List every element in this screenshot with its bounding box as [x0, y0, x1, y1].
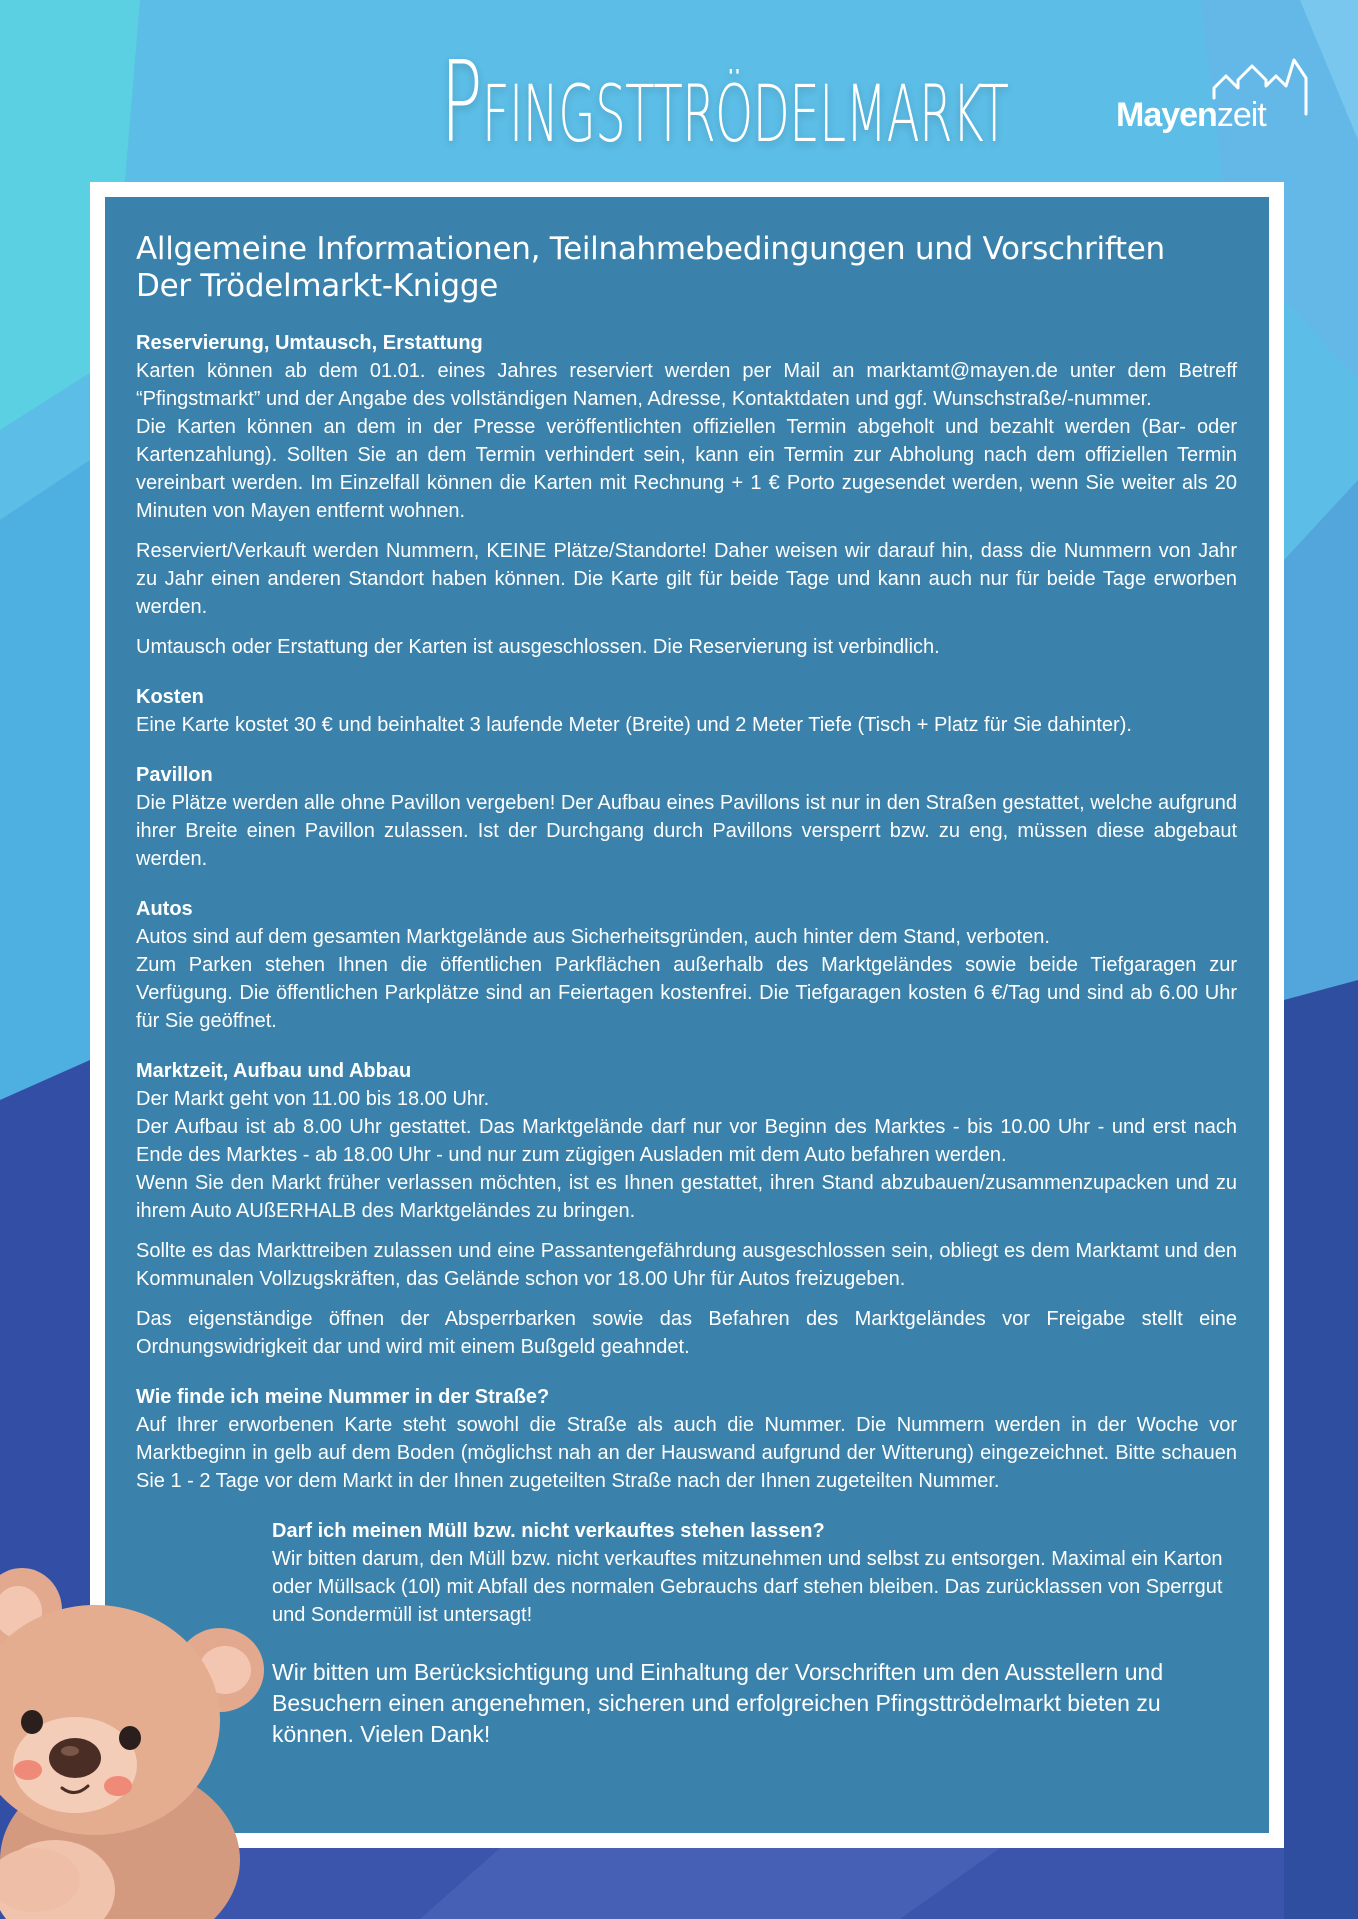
logo-wordmark	[1116, 96, 1266, 135]
section-paragraph: Karten können ab dem 01.01. eines Jahres reserviert werden per Mail an marktamt@mayen.de unter dem Betreff “Pfingstmarkt” und der Angabe des vollständigen Namen, Adresse, Kontaktdaten und ggf. Wunschstraße/-nummer. Die Karten können an dem in der Presse veröffentlichten offiziellen Termin abgeholt und bezahlt werden (Bar- oder Kartenzahlung). Sollten Sie an dem Termin verhindert sein, kann ein Termin zur Abholung nach dem offiziellen Termin vereinbart werden. Im Einzelfall können die Karten mit Rechnung + 1 € Porto zugesendet werden, wenn Sie weiter als 20 Minuten von Mayen entfernt wohnen.	[136, 360, 1237, 522]
section-heading: Marktzeit, Aufbau und Abbau	[136, 1060, 412, 1082]
section-paragraph: Das eigenständige öffnen der Absperrbarken sowie das Befahren des Marktgeländes vor Freigabe stellt eine Ordnungswidrigkeit dar und wird mit einem Bußgeld geahndet.	[136, 1308, 1237, 1358]
teddy-bear-icon	[0, 1560, 270, 1919]
logo-text-light: zeit	[1216, 96, 1266, 134]
logo-text-bold: Mayen	[1116, 96, 1217, 134]
section-waste	[272, 1517, 1237, 1629]
closing-note: Wir bitten um Berücksichtigung und Einhaltung der Vorschriften um den Ausstellern und Besuchern einen angenehmen, sicheren und erfolgreichen Pfingsttrödelmarkt bieten zu können. Vielen Dank!	[272, 1659, 1164, 1747]
section-heading: Reservierung, Umtausch, Erstattung	[136, 332, 483, 354]
section-paragraph: Auf Ihrer erworbenen Karte steht sowohl die Straße als auch die Nummer. Die Nummern werden in der Woche vor Marktbeginn in gelb auf dem Boden (möglichst nah an der Hauswand aufgrund der Witterung) eingezeichnet. Bitte schauen Sie 1 - 2 Tage vor dem Markt in der Ihnen zugeteilten Straße nach der Ihnen zugeteilten Nummer.	[136, 1414, 1237, 1492]
page-title: Pfingsttrödelmarkt	[440, 38, 1009, 168]
section-heading: Pavillon	[136, 764, 213, 786]
document-title	[136, 231, 1237, 305]
section-heading: Darf ich meinen Müll bzw. nicht verkauftes stehen lassen?	[272, 1520, 825, 1542]
section-paragraph: Reserviert/Verkauft werden Nummern, KEINE Plätze/Standorte! Daher weisen wir darauf hin, dass die Nummern von Jahr zu Jahr einen anderen Standort haben können. Die Karte gilt für beide Tage und kann auch nur für beide Tage erworben werden.	[136, 540, 1237, 618]
document-title-line2: Der Trödelmarkt-Knigge	[136, 268, 498, 304]
section-heading: Wie finde ich meine Nummer in der Straße?	[136, 1386, 550, 1408]
section-paragraph: Wir bitten darum, den Müll bzw. nicht verkauftes mitzunehmen und selbst zu entsorgen. Maximal ein Karton oder Müllsack (10l) mit Abfall des normalen Gebrauchs darf stehen bleiben. Das zurücklassen von Sperrgut und Sondermüll ist untersagt!	[272, 1548, 1223, 1626]
section-pavillon	[136, 761, 1237, 873]
section-paragraph: Umtausch oder Erstattung der Karten ist ausgeschlossen. Die Reservierung ist verbindlich.	[136, 636, 940, 658]
section-paragraph: Die Plätze werden alle ohne Pavillon vergeben! Der Aufbau eines Pavillons ist nur in den Straßen gestattet, welche aufgrund ihrer Breite einen Pavillon zulassen. Ist der Durchgang durch Pavillons versperrt bzw. zu eng, müssen diese abgebaut werden.	[136, 792, 1237, 870]
section-paragraph: Autos sind auf dem gesamten Marktgelände aus Sicherheitsgründen, auch hinter dem Stand, verboten. Zum Parken stehen Ihnen die öffentlichen Parkflächen außerhalb des Marktgeländes sowie beide Tiefgaragen zur Verfügung. Die öffentlichen Parkplätze sind an Feiertagen kostenfrei. Die Tiefgaragen kosten 6 €/Tag und sind ab 6.00 Uhr für Sie geöffnet.	[136, 926, 1237, 1032]
content-panel	[105, 197, 1269, 1833]
section-costs	[136, 683, 1237, 739]
section-paragraph: Sollte es das Markttreiben zulassen und eine Passantengefährdung ausgeschlossen sein, obliegt es dem Marktamt und den Kommunalen Vollzugskräften, das Gelände schon vor 18.00 Uhr für Autos freizugeben.	[136, 1240, 1237, 1290]
section-heading: Kosten	[136, 686, 204, 708]
section-cars	[136, 895, 1237, 1035]
document-title-line1: Allgemeine Informationen, Teilnahmebedingungen und Vorschriften	[136, 231, 1165, 267]
section-heading: Autos	[136, 898, 193, 920]
section-market-times	[136, 1057, 1237, 1361]
section-find-number	[136, 1383, 1237, 1495]
section-reservation	[136, 329, 1237, 661]
section-paragraph: Eine Karte kostet 30 € und beinhaltet 3 laufende Meter (Breite) und 2 Meter Tiefe (Tisch + Platz für Sie dahinter).	[136, 714, 1132, 736]
mayenzeit-logo	[1112, 54, 1317, 144]
section-paragraph: Der Markt geht von 11.00 bis 18.00 Uhr. Der Aufbau ist ab 8.00 Uhr gestattet. Das Marktgelände darf nur vor Beginn des Marktes - bis 10.00 Uhr - und erst nach Ende des Marktes - ab 18.00 Uhr - und nur zum zügigen Ausladen mit dem Auto befahren werden. Wenn Sie den Markt früher verlassen möchten, ist es Ihnen gestattet, ihren Stand abzubauen/zusammenzupacken und zu ihrem Auto AUßERHALB des Marktgeländes zu bringen.	[136, 1088, 1237, 1222]
